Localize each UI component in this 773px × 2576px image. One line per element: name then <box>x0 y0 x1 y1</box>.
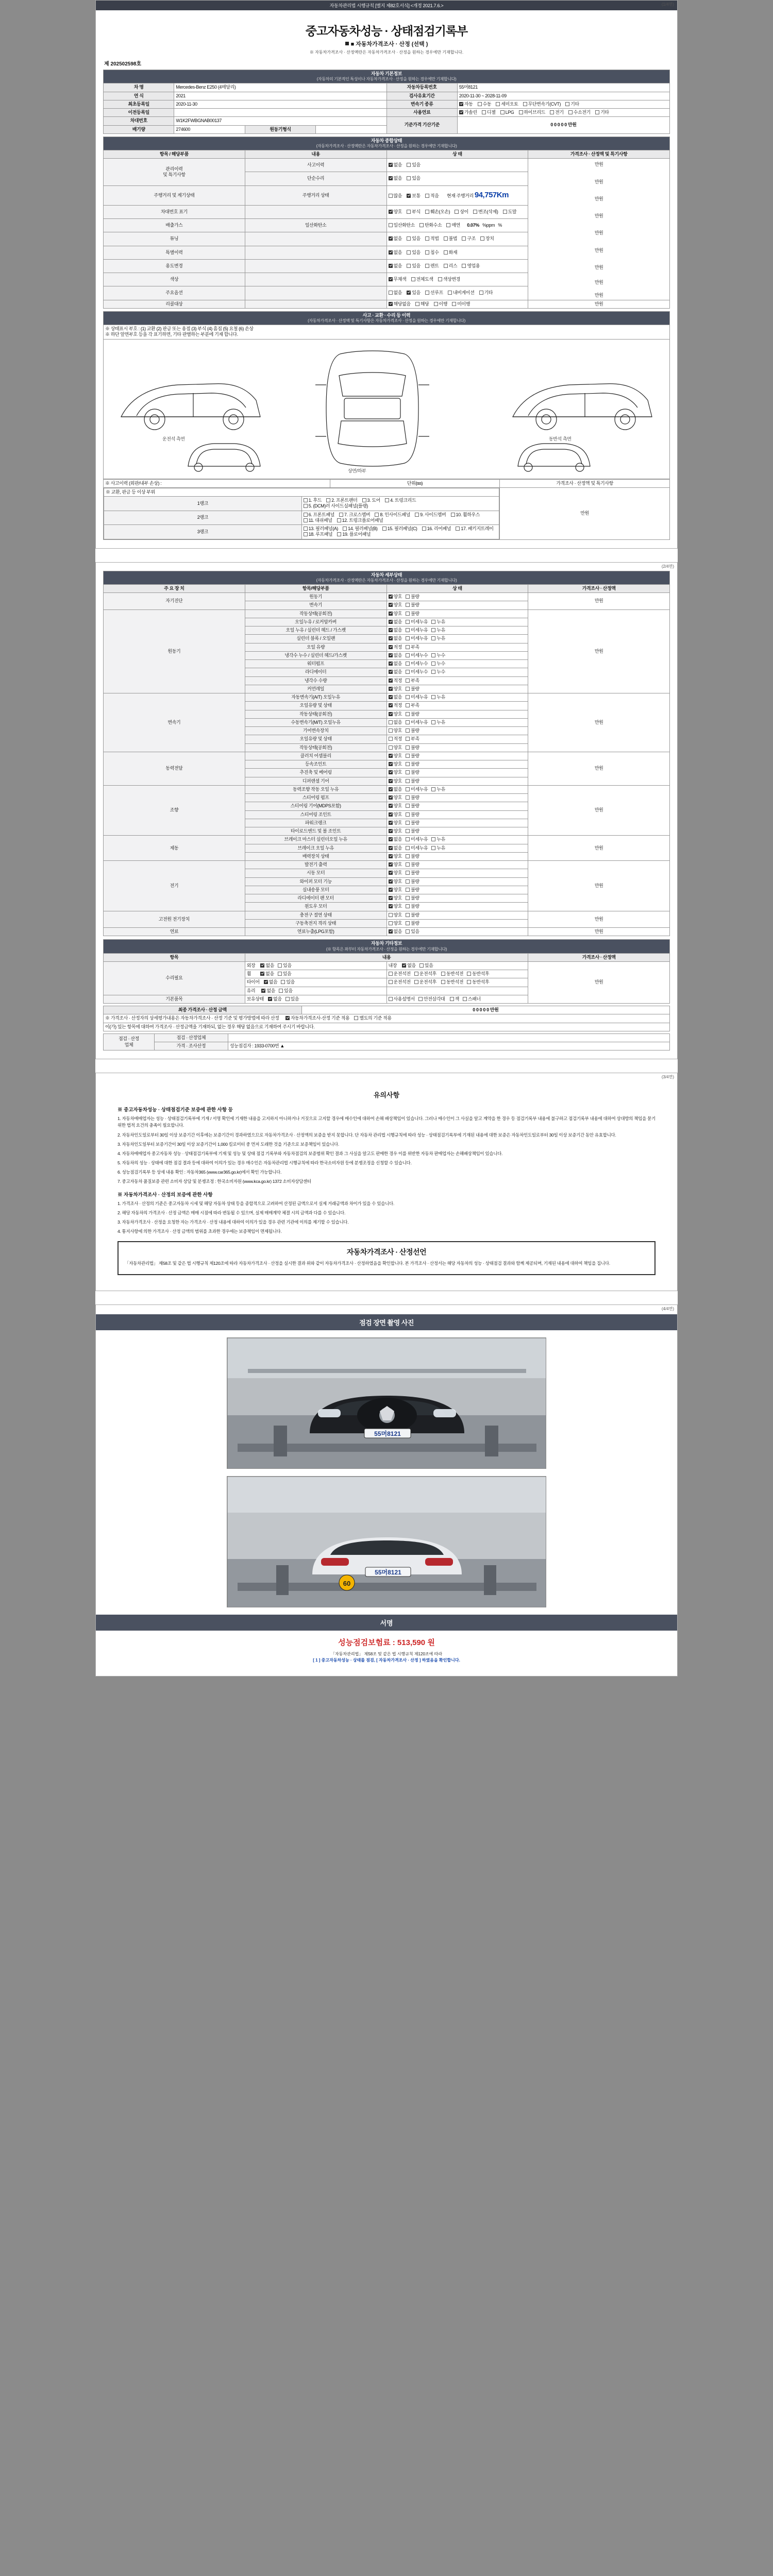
item-oilpan: 실린더 블록 / 오일팬 <box>245 635 386 643</box>
repair-interior[interactable]: 내장 없음 있음 <box>386 961 528 970</box>
sheet-page-4 <box>95 1304 678 1676</box>
price-transmission: 만원 <box>528 693 670 752</box>
item-steering-joint: 스티어링 조인트 <box>245 810 386 819</box>
cb-fuel-etc[interactable]: 기타 <box>595 110 609 115</box>
signer-table <box>103 1033 670 1051</box>
accident-footer-mid: 단위(㎜) <box>330 479 500 487</box>
notice-para-1: 1. 자동차매매업자는 성능 · 상태점검기록부에 기재 / 서명 확인에 기재한 내용을 고지하지 아니하거나 거짓으로 고지할 경우에 매수인에 대하여 손해 배상책임이 있습니다. 그러나 매수인이 그 사실을 알고 계약을 한 경우 등 점검기록부 내용에 불구하고 점검기록부 내용에 대하여 상대방의 책임을 묻기 위한 법적 요건의 충족이 필요합니다. <box>117 1116 656 1128</box>
item-power-steering-leak: 동력조향 작동 오일 누유 <box>245 785 386 793</box>
state-water-pump[interactable]: 없음 미세누수 누수 <box>386 660 528 668</box>
row-usechange-value[interactable]: 없음 있음 렌트 리스 영업용 <box>386 259 528 273</box>
notice-title: 유의사항 <box>373 1091 400 1099</box>
state-engine-diag[interactable]: 양호 불량 <box>386 593 528 601</box>
item-starter: 시동 모터 <box>245 869 386 877</box>
cb-transmission-cvt[interactable]: 무단변속기(CVT) <box>523 101 561 107</box>
repair-wheel-pos[interactable]: 운전석전 운전석후 동반석전 동반석후 <box>386 970 528 978</box>
row-emission-label: 배출가스 <box>104 219 245 232</box>
state-oil-level[interactable]: 적정 부족 <box>386 643 528 651</box>
cb-fuel-gasoline[interactable]: 가솔린 <box>459 110 477 115</box>
item-fuel-leak: 연료누출(LPG포함) <box>245 928 386 936</box>
cb-standard-apply[interactable]: 자동차가격조사·산정 기준 적용 <box>285 1015 350 1021</box>
signer-row-2-value: 성능점검자 : 1933-0700번 ▲ <box>228 1042 669 1050</box>
item-gear-shift: 기어변속장치 <box>245 727 386 735</box>
car-diagram-cell <box>104 339 670 479</box>
notice2-para-4: 4. 통지사항에 의한 가격조사 · 산정 금액의 범위를 초과한 경우에는 보증책임이 면제됩니다. <box>117 1229 282 1234</box>
state-coolant-level[interactable]: 적정 부족 <box>386 676 528 685</box>
row-color-sub <box>245 273 386 286</box>
price-powertrain: 만원 <box>528 752 670 785</box>
state-differential[interactable]: 양호 불량 <box>386 777 528 785</box>
cb-transmission-manual[interactable]: 수동 <box>478 101 492 107</box>
accident-footer-table <box>103 479 670 540</box>
state-fuel-leak[interactable]: 없음 있음 <box>386 928 528 936</box>
row-options-label: 주요옵션 <box>104 286 245 300</box>
page-subtitle: ■ 자동차가격조사 · 산정 (선택 ) <box>103 40 670 49</box>
cb-transmission-etc[interactable]: 기타 <box>565 101 579 107</box>
item-booster: 배력장치 상태 <box>245 852 386 860</box>
sheet-page-2 <box>95 562 678 1060</box>
rank-1-items[interactable]: 1. 후드 2. 프론트팬더 3. 도어 4. 트렁크리드 5. (DCM)러 사이드실패널(플랭) <box>301 497 499 511</box>
cb-fuel-lpg[interactable]: LPG <box>500 110 514 115</box>
photo-front <box>227 1337 546 1469</box>
detail-col-item: 항목/해당부품 <box>245 584 386 592</box>
group-electric: 전기 <box>104 861 245 911</box>
item-coolant-head: 냉각수 누수 / 실린더 헤드/가스켓 <box>245 651 386 659</box>
value-first-reg: 2020-11-30 <box>174 100 386 108</box>
guarantee-box <box>117 1241 656 1275</box>
final-price-note: ※ 가격조사 · 산정자의 상세평가내용은 자동차가격조사 · 산정 기준 및 평가방법에 따라 산정 자동차가격조사·산정 기준 적용 별도의 기준 적용 <box>104 1014 670 1023</box>
item-blower-motor: 실내송풍 모터 <box>245 886 386 894</box>
label-plate-no: 자동차등록번호 <box>386 83 457 92</box>
item-brake-oil: 브레이크 오일 누유 <box>245 844 386 852</box>
value-model-year: 2021 <box>174 92 386 100</box>
state-propeller-shaft[interactable]: 양호 불량 <box>386 769 528 777</box>
value-fuel <box>457 109 669 117</box>
cb-separate-apply[interactable]: 별도의 기준 적용 <box>354 1015 391 1021</box>
item-at-leak: 자동변속기(A/T) 오일누유 <box>245 693 386 702</box>
state-alternator[interactable]: 양호 불량 <box>386 861 528 869</box>
item-water-pump: 워터펌프 <box>245 660 386 668</box>
rank-2-items[interactable]: 6. 프론트패널 7. 크로스멤버 8. 인사이드패널 9. 사이드멤버 10. 휠하우스 11. 대쉬패널 12. 트렁크플로어패널 <box>301 511 499 525</box>
notice-para-3: 3. 자동차인도일부터 보증기간이 30일 이상 보증기간이 1,000 킬로미터 중 먼저 도래한 것을 기준으로 보증책임이 있습니다. <box>117 1141 339 1147</box>
accident-price-value: 만원 <box>500 487 670 539</box>
svg-text:동반석 측면: 동반석 측면 <box>549 436 572 442</box>
signer-row-1-label: 점검 · 산정업체 <box>154 1033 228 1042</box>
row-vin-mark-sub <box>245 205 386 218</box>
item-master-cylinder: 브레이크 마스터 실린더오일 누유 <box>245 836 386 844</box>
svg-text:60: 60 <box>343 1580 351 1588</box>
svg-text:상면/하부: 상면/하부 <box>348 468 366 473</box>
item-clutch: 클러치 어셈블리 <box>245 752 386 760</box>
emission-smoke-value: % <box>498 223 502 228</box>
svg-text:운전석 측면: 운전석 측면 <box>162 436 185 442</box>
row-tuning-label: 튜닝 <box>104 232 245 246</box>
rank-1-label: 1랭크 <box>104 497 302 511</box>
notice-para-6: 6. 성능점검기록부 등 상세 내용 확인 : 자동차365 (www.car365.go.kr)에서 확인 가능합니다. <box>117 1170 282 1175</box>
state-brake-oil[interactable]: 없음 미세누유 누유 <box>386 844 528 852</box>
rank-3-items[interactable]: 13. 필러패널(A) 14. 필러패널(B) 15. 필러패널(C) 16. 리어패널 17. 패키지트레이 18. 루프패널 19. 플로어패널 <box>301 525 499 539</box>
photo-rear <box>227 1476 546 1607</box>
item-battery-isolation: 구동축전지 격리 상태 <box>245 919 386 927</box>
repair-wheel[interactable]: 휠 없음 있음 <box>245 970 386 978</box>
group-brake: 제동 <box>104 836 245 861</box>
item-oil-level: 오일 유량 <box>245 643 386 651</box>
item-differential: 디퍼렌셜 기어 <box>245 777 386 785</box>
car-diagram <box>104 340 669 479</box>
state-blower-motor[interactable]: 양호 불량 <box>386 886 528 894</box>
row-tuning-sub <box>245 232 386 246</box>
photo-front-plate-text: 55머8121 <box>374 1430 401 1438</box>
other-band: 자동차 기타정보 (※ 항목은 좌부터 자동차가격조사 · 산정을 원하는 경우에만 기재합니다) <box>104 940 670 953</box>
notice-para-5: 5. 자동차의 성능 · 상태에 대한 점검 결과 등에 대하여 이의가 있는 경우 매수인은 자동차관리법 시행규칙에 따라 한국소비자원 등에 분쟁조정을 신청할 수 있습니다. <box>117 1160 412 1166</box>
state-battery-isolation[interactable]: 양호 불량 <box>386 919 528 927</box>
state-power-crank[interactable]: 양호 불량 <box>386 819 528 827</box>
notice2-para-1: 1. 가격조사 · 산정의 기준은 중고자동차 시세 및 해당 자동차 상태 등을 종합적으로 고려하여 산정된 금액으로서 실제 거래금액과 차이가 있을 수 있습니다. <box>117 1200 394 1206</box>
value-engine-type <box>316 125 386 133</box>
row-mileage-label: 주행거리 및 계기상태 <box>104 185 245 205</box>
signer-header: 점검 · 산정 업체 <box>104 1033 155 1050</box>
emission-hc-value: %ppm <box>482 223 495 228</box>
state-steering-gear[interactable]: 양호 불량 <box>386 802 528 810</box>
item-steering-gear: 스티어링 기어(MDPS포함) <box>245 802 386 810</box>
notice2-para-2: 2. 해당 자동차의 가격조사 · 산정 금액은 매매 시점에 따라 변동될 수 있으며, 실제 매매계약 체결 시의 금액과 다를 수 있습니다. <box>117 1210 346 1215</box>
sheet-page-1 <box>95 0 678 549</box>
repair-tire-pos[interactable]: 운전석전 운전석후 동반석전 동반석후 <box>386 978 528 987</box>
detail-col-price: 가격조사 · 산정액 <box>528 584 670 592</box>
notice-para-2: 2. 자동차인도일로부터 30일 이상 보증기간 이후에는 보증기간이 경과하였으므로 자동차가격조사 · 산정액의 보증을 받지 못합니다. 단 자동차 관리법 시행규칙에 따라 성능 · 상태점검기록부에 기재된 내용에 대한 보증은 자동차인도일로부터 30일 이상 보증기간 동안 유효합니다. <box>117 1132 616 1138</box>
item-power-crank: 파워크랭크 <box>245 819 386 827</box>
item-at-oil: 오일유량 및 상태 <box>245 702 386 710</box>
label-prev-reg: 이전등록일 <box>104 109 174 117</box>
item-trans-diag: 변속기 <box>245 601 386 609</box>
state-common-rail[interactable]: 양호 불량 <box>386 685 528 693</box>
price-electric: 만원 <box>528 861 670 911</box>
price-hv-electric: 만원 <box>528 911 670 928</box>
item-coolant-level: 냉각수 수량 <box>245 676 386 685</box>
notice-para-7: 7. 중고자동차 품질보증 관련 소비자 상담 및 분쟁조정 : 한국소비자원 (www.kca.go.kr) 1372 소비자상담센터 <box>117 1179 311 1184</box>
car-diagram-svg <box>106 340 667 479</box>
state-booster[interactable]: 양호 불량 <box>386 852 528 860</box>
state-clutch[interactable]: 양호 불량 <box>386 752 528 760</box>
other-col-content: 내용 <box>245 953 528 961</box>
state-mt-idle[interactable]: 양호 불량 <box>386 743 528 752</box>
state-charge-port[interactable]: 양호 불량 <box>386 911 528 919</box>
value-car-name: Mercedes-Benz E250 (4매달리) <box>174 83 386 92</box>
accident-band: 사고 · 교환 · 수리 등 이력 (자동차가격조사 · 산정액 및 특기사항은 자동차가격조사 · 산정을 원하는 경우에만 기재합니다) <box>104 311 670 325</box>
detail-col-major: 주 요 장 치 <box>104 584 245 592</box>
label-vin: 차대번호 <box>104 117 174 125</box>
group-basic-items: 기본품목 <box>104 995 245 1003</box>
label-model-year: 연 식 <box>104 92 174 100</box>
value-transmission <box>457 100 669 108</box>
cb-transmission-auto[interactable]: 자동 <box>459 101 473 107</box>
item-radiator-fan: 라디에이터 팬 모터 <box>245 894 386 903</box>
mileage-value: 94,757Km <box>474 190 509 199</box>
bullet-square-icon <box>345 42 349 45</box>
label-base-price: 기준가격 기산기준 <box>386 117 457 134</box>
state-at-oil[interactable]: 적정 부족 <box>386 702 528 710</box>
item-propeller-shaft: 추진축 및 베어링 <box>245 769 386 777</box>
row-options-value[interactable]: 없음 있음 선루프 내비게이션 기타 <box>386 286 528 300</box>
item-at-idle: 작동상태(공회전) <box>245 710 386 718</box>
photo-footer <box>96 1650 677 1671</box>
item-charge-port: 충전구 절연 상태 <box>245 911 386 919</box>
state-starter[interactable]: 양호 불량 <box>386 869 528 877</box>
final-price-table <box>103 1006 670 1031</box>
item-rockercover: 오일누유 / 로커암카버 <box>245 618 386 626</box>
emission-co-value: 0.07% <box>467 223 479 228</box>
state-steering-joint[interactable]: 양호 불량 <box>386 810 528 819</box>
row-usechange-label: 용도변경 <box>104 259 245 273</box>
accident-history-table <box>103 311 670 479</box>
row-special-sub <box>245 246 386 259</box>
state-at-leak[interactable]: 없음 미세누유 누유 <box>386 693 528 702</box>
item-wiper-motor: 와이퍼 모터 기능 <box>245 877 386 886</box>
row-options-sub <box>245 286 386 300</box>
cb-transmission-semi[interactable]: 세미오토 <box>496 101 518 107</box>
document-number: 제 202502598호 <box>104 61 142 67</box>
price-fuel: 만원 <box>528 928 670 936</box>
signature-band: 서명 <box>96 1615 677 1631</box>
row-recall-sub <box>245 300 386 308</box>
col-state: 상 태 <box>386 150 528 159</box>
basic-info-table <box>103 70 670 134</box>
state-mt-leak[interactable]: 없음 미세누유 누유 <box>386 718 528 726</box>
state-rockercover[interactable]: 없음 미세누유 누유 <box>386 618 528 626</box>
group-repair-needed: 수리필요 <box>104 961 245 995</box>
value-vin: W1K2FWBGNAB00137 <box>174 117 386 125</box>
label-engine-type: 원동기형식 <box>245 125 315 133</box>
state-gear-shift[interactable]: 양호 불량 <box>386 727 528 735</box>
cb-fuel-diesel[interactable]: 디젤 <box>482 110 496 115</box>
row-usage-change-label: 단순수리 <box>245 172 386 185</box>
row-recall-label: 리콜대상 <box>104 300 245 308</box>
final-price-label: 최종 가격조사 · 산정 금액 <box>104 1006 302 1014</box>
value-inspection-period: 2020-11-30 ~ 2028-11-09 <box>457 92 669 100</box>
state-coolant-head[interactable]: 없음 미세누수 누수 <box>386 651 528 659</box>
accident-legend: ※ 상태표시 부호 : (1) 교환 (2) 판금 또는 용접 (3) 부식 (4) 흠집 (5) 요철 (6) 손상 ※ 하단 앞면부호 등을 각 표기하면, 기타 판별하는 부분에 기재 합니다. <box>104 325 670 340</box>
overall-condition-table <box>103 137 670 309</box>
row-accident-history-label: 사고이력 <box>245 159 386 172</box>
value-plate-no: 55머8121 <box>457 83 669 92</box>
item-mt-oil: 오일유량 및 상태 <box>245 735 386 743</box>
row-emission-sub: 일산화탄소 <box>245 219 386 232</box>
row-mileage-sub: 주행거리 상태 <box>245 185 386 205</box>
notice2-para-3: 3. 자동차가격조사 · 산정을 요청한 자는 가격조사 · 산정 내용에 대하여 이의가 있을 경우 관련 기관에 이의를 제기할 수 있습니다. <box>117 1219 349 1225</box>
label-inspection-period: 검사유효기간 <box>386 92 457 100</box>
cb-fuel-electric[interactable]: 전기 <box>550 110 564 115</box>
group-hv-electric: 고전원 전기장치 <box>104 911 245 928</box>
item-engine-idle: 작동상태(공회전) <box>245 609 386 618</box>
sheet-page-3 <box>95 1073 678 1291</box>
rank-3-label: 3랭크 <box>104 525 302 539</box>
state-cv-joint[interactable]: 양호 불량 <box>386 760 528 769</box>
row-color-value[interactable]: 무채색 전체도색 색상변경 <box>386 273 528 286</box>
form-legal-header: 자동차관리법 시행규칙 [별지 제82호서식] <개정 2021.7.6.> <box>96 1 677 10</box>
state-steering-pump[interactable]: 양호 불량 <box>386 794 528 802</box>
state-mt-oil[interactable]: 적정 부족 <box>386 735 528 743</box>
price-self-diagnosis: 만원 <box>528 593 670 610</box>
basic-items-status[interactable]: 보유상태 없음 있음 <box>245 995 386 1003</box>
state-radiator-fan[interactable]: 양호 불량 <box>386 894 528 903</box>
row-recall-value[interactable]: 해당없음 해당 이행 미이행 <box>386 300 528 308</box>
group-fuel: 연료 <box>104 928 245 936</box>
detail-condition-table <box>103 571 670 937</box>
accident-footer-right: 가격조사 · 산정액 및 특기사항 <box>500 479 670 487</box>
state-engine-idle[interactable]: 양호 불량 <box>386 609 528 618</box>
page-indicator-2: (2/4면) <box>661 564 674 569</box>
footer-line-1: 「자동차관리법」 제58조 및 같은 법 시행규칙 제120조에 따라 <box>330 1652 443 1657</box>
state-master-cylinder[interactable]: 없음 미세누유 누유 <box>386 836 528 844</box>
signer-row-2-label: 가격 · 조사산정 <box>154 1042 228 1050</box>
row-usage-history: 관리이력 및 특기사항 <box>104 159 245 185</box>
rank-2-label: 2랭크 <box>104 511 302 525</box>
repair-glass-note <box>386 987 528 995</box>
notice-para-4: 4. 자동차매매업자 중고자동차 성능 · 상태점검기록부에 기재 및 성능 및 상태 점검 기록부와 자동차점검의 보증범위 확인 결과 그 사실을 알고도 판매한 경우 이를 위반한 자동차 판매업자는 손해배상책임이 있습니다. <box>117 1150 503 1156</box>
final-price-bottom-note: 이(가) 있는 항목에 대하여 가격조사 · 산정금액을 기재하되, 없는 경우 해당 없음으로 기재하여 주시기 바랍니다. <box>104 1023 670 1031</box>
item-mt-idle: 작동상태(공회전) <box>245 743 386 752</box>
col-category: 항목 / 해당부품 <box>104 150 245 159</box>
other-col-price: 가격조사 · 산정액 <box>528 953 670 961</box>
state-window-motor[interactable]: 양호 불량 <box>386 903 528 911</box>
row-tuning-value[interactable]: 없음 있음 적법 불법 구조 장치 <box>386 232 528 246</box>
guarantee-title: 자동차가격조사 · 산정선언 <box>346 1248 427 1257</box>
item-window-motor: 윈도우 모터 <box>245 903 386 911</box>
item-engine-diag: 원동기 <box>245 593 386 601</box>
photo-front-svg <box>227 1338 546 1469</box>
group-self-diagnosis: 자기진단 <box>104 593 245 610</box>
state-wiper-motor[interactable]: 양호 불량 <box>386 877 528 886</box>
footer-line-2: [ 1 ] 중고자동차성능 · 상태를 점검, [ 자동차가격조사 · 산정 ] 하였음을 확인합니다. <box>313 1658 460 1663</box>
inspection-fee: 성능점검보험료 : 513,590 원 <box>338 1638 435 1648</box>
notice-heading-2: ※ 자동차가격조사 · 산정의 보증에 관한 사항 <box>117 1192 213 1198</box>
signer-row-1-value <box>228 1033 669 1042</box>
value-base-price: 0 0 0 0 0 만원 <box>457 117 669 134</box>
value-prev-reg <box>174 109 386 117</box>
page-indicator-4: (4/4면) <box>661 1307 674 1312</box>
row-vin-mark-label: 차대번호 표기 <box>104 205 245 218</box>
state-radiator[interactable]: 없음 미세누수 누수 <box>386 668 528 676</box>
state-tie-rod[interactable]: 양호 불량 <box>386 827 528 836</box>
parts-label: ※ 교환, 판금 등 이상 부위 <box>104 488 499 496</box>
row-emission-value[interactable]: 일산화탄소 탄화수소 매연 0.07% %ppm % <box>386 219 528 232</box>
item-cv-joint: 등속조인트 <box>245 760 386 769</box>
label-first-reg: 최초등록일 <box>104 100 174 108</box>
price-brake: 만원 <box>528 836 670 861</box>
recall-price-note: 만원 <box>528 300 670 308</box>
group-transmission: 변속기 <box>104 693 245 752</box>
price-other: 만원 <box>528 961 670 1003</box>
label-car-name: 차 명 <box>104 83 174 92</box>
row-vin-mark-value[interactable]: 양호 부식 훼손(오손) 상이 변조(삭제) 도말 <box>386 205 528 218</box>
overall-band: 자동차 종합상태 (자동차가격조사 · 산정액란은 자동차가격조사 · 산정을 원하는 경우에만 기재합니다) <box>104 137 670 150</box>
price-engine: 만원 <box>528 609 670 693</box>
price-steering: 만원 <box>528 785 670 836</box>
item-mt-leak: 수동변속기(M/T) 오일누유 <box>245 718 386 726</box>
row-usechange-sub <box>245 259 386 273</box>
repair-exterior[interactable]: 외장 없음 있음 <box>245 961 386 970</box>
detail-col-state: 상 태 <box>386 584 528 592</box>
other-info-table <box>103 939 670 1004</box>
value-displacement: 274600 <box>174 125 245 133</box>
cb-fuel-hydrogen[interactable]: 수소전기 <box>568 110 591 115</box>
state-oilpan[interactable]: 없음 미세누유 누유 <box>386 635 528 643</box>
row-color-label: 색상 <box>104 273 245 286</box>
group-steering: 조향 <box>104 785 245 836</box>
state-trans-diag[interactable]: 양호 불량 <box>386 601 528 609</box>
photo-rear-svg <box>227 1477 546 1607</box>
row-mileage-value[interactable]: 많음 보통 적음 현재 주행거리 94,757Km <box>386 185 528 205</box>
photo-rear-plate-text: 55머8121 <box>375 1569 401 1577</box>
page-indicator-1: (1/4면) <box>661 2 674 7</box>
item-radiator: 라디에이터 <box>245 668 386 676</box>
repair-glass[interactable]: 유리 없음 있음 <box>245 987 386 995</box>
basic-items-list[interactable]: 사용설명서 안전삼각대 잭 스패너 <box>386 995 528 1003</box>
accident-footer-left: ※ 사고이력 (외판/내부 손상) : <box>104 479 330 487</box>
item-steering-pump: 스티어링 펌프 <box>245 794 386 802</box>
row-special-value[interactable]: 없음 있음 침수 화재 <box>386 246 528 259</box>
detail-band: 자동차 세부상태 (자동차가격조사 · 산정액란은 자동차가격조사 · 산정을 원하는 경우에만 기재합니다) <box>104 571 670 584</box>
row-special-label: 특별이력 <box>104 246 245 259</box>
row-usage-change-value[interactable]: 없음 있음 <box>386 172 528 185</box>
label-transmission: 변속기 종류 <box>386 100 457 108</box>
state-cylinder-head[interactable]: 없음 미세누유 누유 <box>386 626 528 635</box>
col-price-note: 가격조사 · 산정액 및 특기사항 <box>528 150 670 159</box>
row-accident-history-value[interactable]: 없음 있음 <box>386 159 528 172</box>
label-fuel: 사용연료 <box>386 109 457 117</box>
page-indicator-3: (3/4면) <box>661 1075 674 1080</box>
page-subnote: ※ 자동차가격조사 · 산정액란은 자동차가격조사 · 산정을 원하는 경우에만 기재합니다. <box>309 50 464 55</box>
item-alternator: 발전기 출력 <box>245 861 386 869</box>
final-price-value: 0 0 0 0 0 만원 <box>301 1006 669 1014</box>
group-engine: 원동기 <box>104 609 245 693</box>
item-common-rail: 커먼레일 <box>245 685 386 693</box>
other-col-item: 항목 <box>104 953 245 961</box>
price-note-column: 만원 만원 만원 만원 만원 만원 만원 만원 만원 <box>528 159 670 300</box>
col-item: 내용 <box>245 150 386 159</box>
guarantee-body: 「자동차관리법」 제58조 및 같은 법 시행규칙 제120조에 따라 자동차가격조사 · 산정을 실시한 결과 위와 같이 자동차가격조사 · 산정하였음을 확인합니다. 본 가격조사 · 산정서는 해당 자동차의 성능 · 상태점검 결과와 함께 제공되며, 기재된 내용에 대하여 책임을 집니다. <box>125 1261 610 1266</box>
page-title: 중고자동차성능 · 상태점검기록부 <box>305 24 468 38</box>
cb-fuel-hybrid[interactable]: 하이브리드 <box>519 110 545 115</box>
state-at-idle[interactable]: 양호 불량 <box>386 710 528 718</box>
photo-band: 점검 장면 촬영 사진 <box>96 1314 677 1330</box>
item-tie-rod: 타이로드엔드 및 볼 조인트 <box>245 827 386 836</box>
group-powertrain: 동력전달 <box>104 752 245 785</box>
label-displacement: 배기량 <box>104 125 174 133</box>
item-cylinder-head: 오일 누유 / 실린더 헤드 / 가스켓 <box>245 626 386 635</box>
notice-heading-1: ※ 중고자동차성능 · 상태점검기준 보증에 관한 사항 등 <box>117 1107 233 1113</box>
repair-tire[interactable]: 타이어 없음 있음 <box>245 978 386 987</box>
state-power-steering-leak[interactable]: 없음 미세누유 누유 <box>386 785 528 793</box>
basic-info-band: 자동차 기본정보 (자동차의 기본적인 특성이나 자동차가격조사 · 산정을 원하는 경우에만 기재합니다) <box>104 70 670 83</box>
